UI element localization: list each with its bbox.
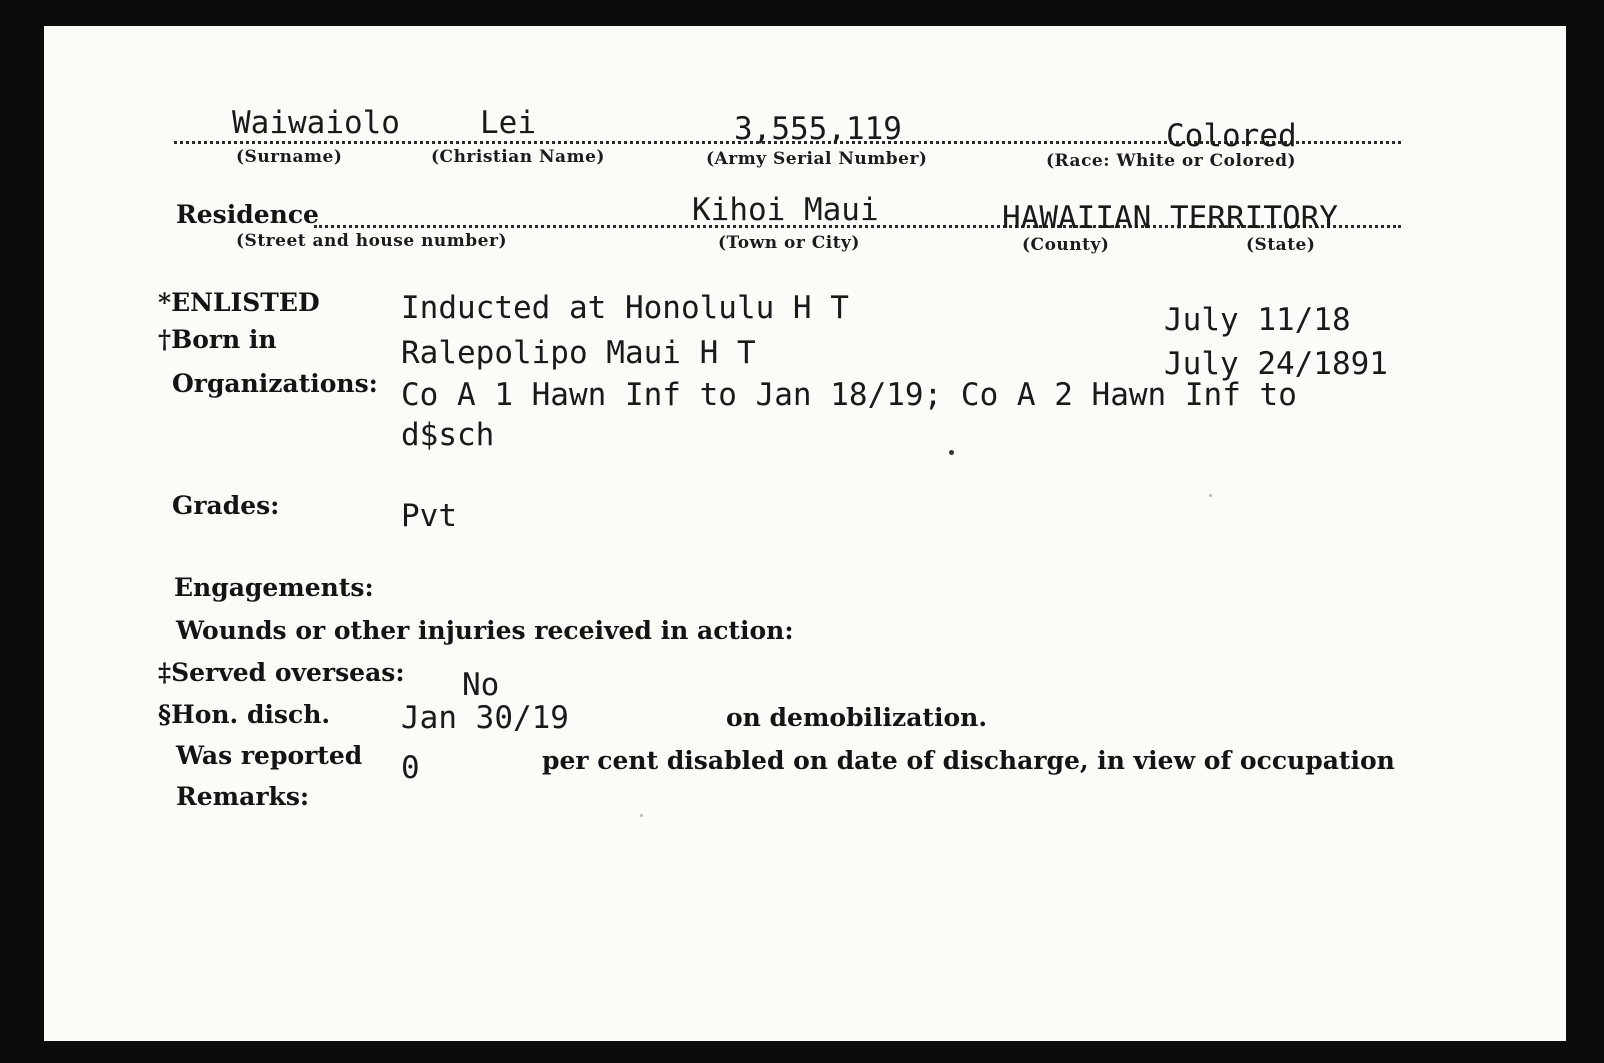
- discharge-label: §Hon. disch.: [158, 700, 331, 729]
- engagements-label: Engagements:: [174, 573, 374, 602]
- born-value: Ralepolipo Maui H T: [401, 335, 756, 371]
- organizations-line-2: d$sch: [401, 417, 495, 453]
- surname-value: Waiwaiolo: [232, 105, 400, 141]
- christian-name-caption: (Christian Name): [431, 147, 605, 167]
- enlisted-date: July 11/18: [1164, 302, 1351, 338]
- reported-value: 0: [401, 750, 420, 786]
- organizations-line-1: Co A 1 Hawn Inf to Jan 18/19; Co A 2 Hawn Inf to: [401, 377, 1297, 413]
- serial-caption: (Army Serial Number): [706, 149, 928, 169]
- discharge-suffix: on demobilization.: [726, 703, 988, 732]
- paper-speck: [1209, 494, 1212, 497]
- surname-caption: (Surname): [236, 147, 343, 167]
- christian-name-value: Lei: [480, 105, 536, 141]
- born-date: July 24/1891: [1164, 346, 1388, 382]
- enlisted-label: *ENLISTED: [158, 288, 320, 317]
- discharge-value: Jan 30/19: [401, 700, 569, 736]
- record-card: [44, 26, 1566, 1041]
- organizations-label: Organizations:: [172, 369, 378, 398]
- overseas-value: No: [462, 667, 500, 703]
- residence-town-value: Kihoi Maui: [692, 192, 879, 228]
- reported-suffix: per cent disabled on date of discharge, in view of occupation: [542, 746, 1395, 775]
- reported-label: Was reported: [176, 741, 363, 770]
- remarks-label: Remarks:: [176, 782, 310, 811]
- enlisted-value: Inducted at Honolulu H T: [401, 290, 849, 326]
- residence-state-value: HAWAIIAN TERRITORY: [1002, 200, 1338, 236]
- street-caption: (Street and house number): [236, 231, 507, 251]
- grades-label: Grades:: [172, 491, 280, 520]
- wounds-label: Wounds or other injuries received in action:: [176, 616, 794, 645]
- state-caption: (State): [1246, 235, 1316, 255]
- grades-value: Pvt: [401, 498, 457, 534]
- town-caption: (Town or City): [718, 233, 860, 253]
- residence-label: Residence: [176, 200, 319, 229]
- paper-speck: [949, 450, 954, 455]
- overseas-label: ‡Served overseas:: [158, 658, 405, 687]
- race-caption: (Race: White or Colored): [1046, 151, 1297, 171]
- race-value: Colored: [1166, 118, 1297, 154]
- paper-speck: [640, 814, 643, 817]
- county-caption: (County): [1022, 235, 1110, 255]
- born-label: †Born in: [158, 325, 277, 354]
- serial-number-value: 3,555,119: [734, 111, 902, 147]
